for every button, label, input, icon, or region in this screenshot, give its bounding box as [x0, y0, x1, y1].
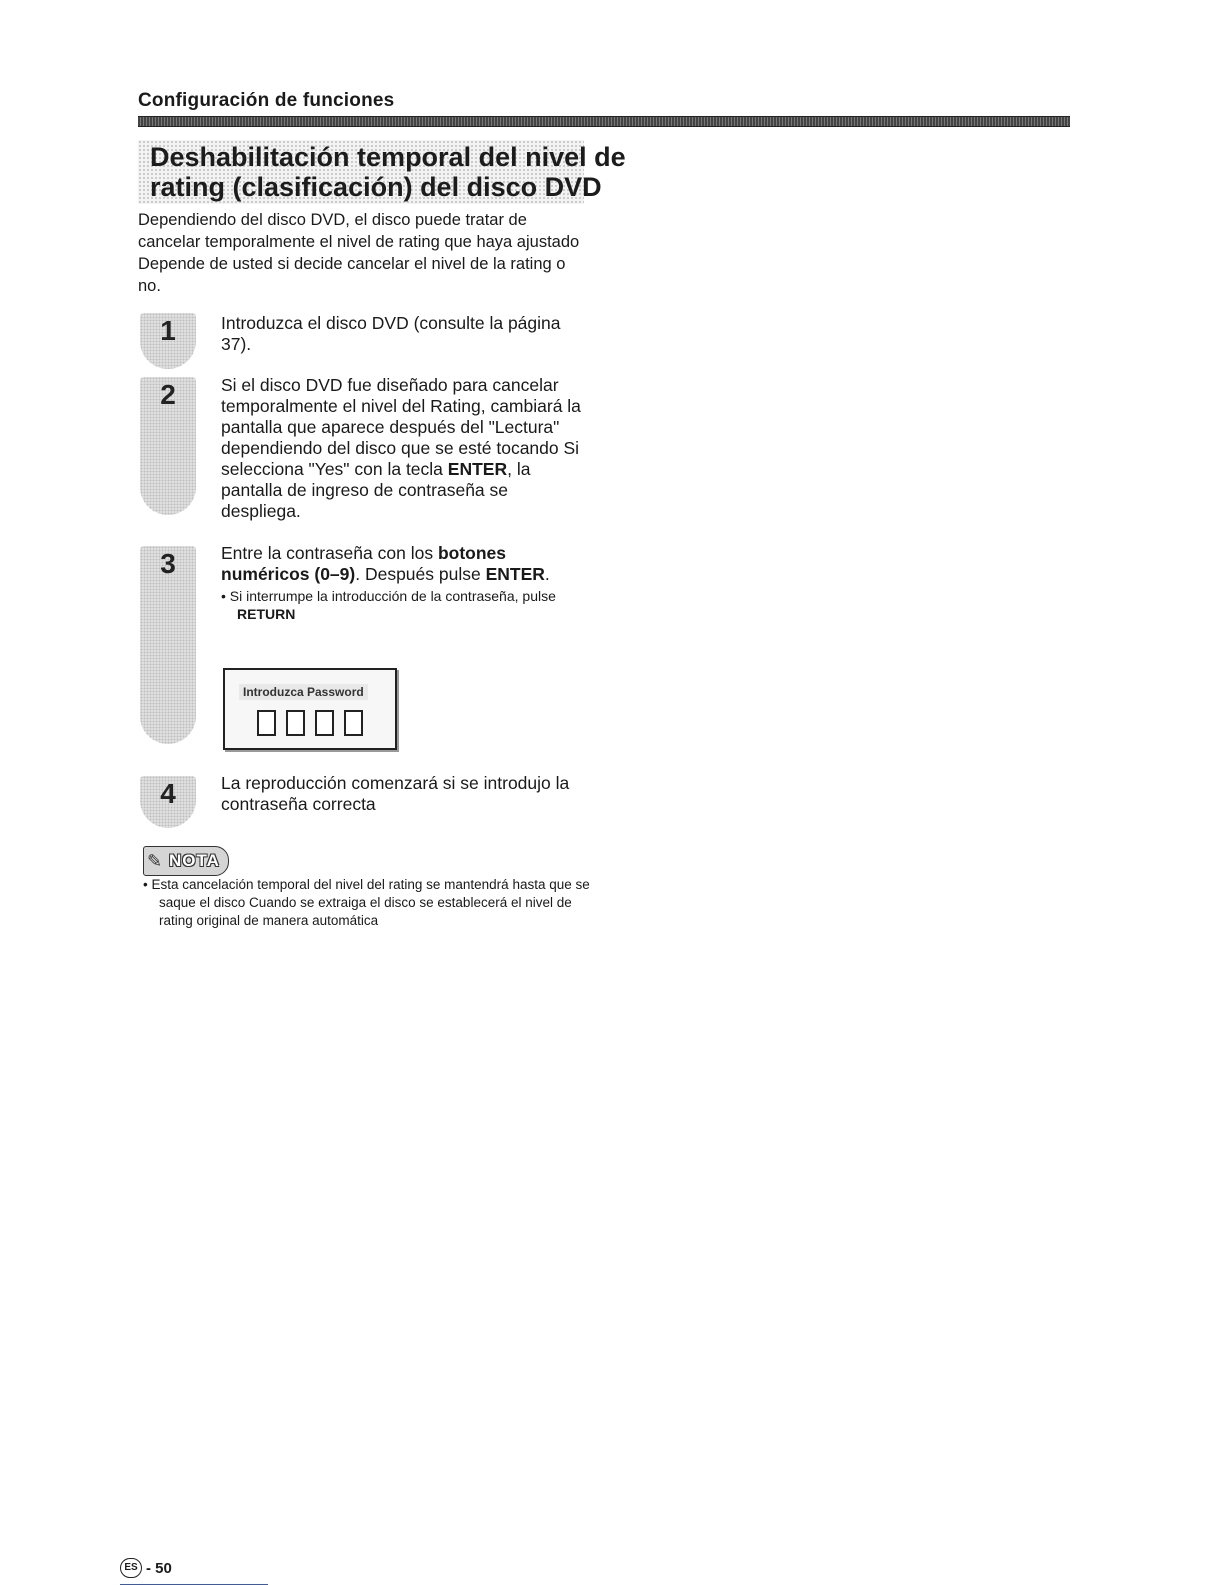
step-3-enter-key: ENTER — [485, 564, 545, 584]
step-2-badge — [140, 377, 196, 515]
intro-paragraph: Dependiendo del disco DVD, el disco puede tratar de cancelar temporalmente el nivel de rating que haya ajustado Depende de usted si decide cancelar el nivel de la rating o no. — [138, 211, 580, 295]
password-digit-box — [257, 710, 276, 736]
step-2-text — [221, 375, 591, 522]
password-digit-box — [344, 710, 363, 736]
password-screen-illustration — [223, 668, 397, 750]
step-4-badge — [140, 776, 196, 828]
password-digits — [257, 710, 363, 736]
step-3-numeric-buttons: botones numéricos (0–9) — [221, 543, 506, 584]
password-digit-box — [315, 710, 334, 736]
step-3-return-key: RETURN — [237, 606, 296, 622]
nota-badge — [143, 846, 229, 876]
step-3-text-after: . — [544, 564, 550, 584]
nota-text: • Esta cancelación temporal del nivel del rating se mantendrá hasta que se saque el disco Cuando se extraiga el disco se establecerá el nivel de rating original de manera automática — [143, 877, 590, 928]
language-badge: ES — [120, 1558, 142, 1578]
nota-text-body: Esta cancelación temporal del nivel del rating se mantendrá hasta que se saque el disco Cuando se extraiga el disco se establecerá el nivel de rating original de manera automática — [151, 877, 590, 928]
section-header: Configuración de funciones — [138, 90, 395, 111]
section-rule — [138, 116, 1070, 127]
page-title — [138, 140, 626, 204]
page-number: - 50 — [146, 1559, 172, 1577]
step-2-enter-key: ENTER — [447, 459, 508, 479]
step-3-text-before: Entre la contraseña con los — [221, 543, 438, 563]
step-2-text-before: Si el disco DVD fue diseñado para cancelar temporalmente el nivel del Rating, cambiará la pantalla que aparece después del "Lectura" dependiendo del disco que se esté tocando Si selecciona "Yes" con la tecla — [221, 375, 581, 479]
step-2-number: 2 — [160, 379, 176, 410]
step-3-text — [221, 543, 591, 623]
step-1-badge — [140, 313, 196, 369]
step-3-badge — [140, 546, 196, 744]
step-3-text-mid: . Después pulse — [355, 564, 486, 584]
pencil-icon: ✎ — [147, 851, 163, 871]
title-line-1: Deshabilitación temporal del nivel de — [150, 142, 626, 172]
step-1-number: 1 — [160, 315, 176, 346]
step-2-text-after: , la pantalla de ingreso de contraseña se despliega. — [221, 459, 531, 521]
page-footer — [120, 1558, 172, 1578]
step-1-text: Introduzca el disco DVD (consulte la página 37). — [221, 313, 561, 354]
step-3-bullet-text: Si interrumpe la introducción de la contraseña, pulse — [229, 588, 556, 604]
password-label: Introduzca Password — [239, 684, 368, 700]
nota-label: NOTA — [169, 851, 220, 870]
step-4-text: La reproducción comenzará si se introdujo la contraseña correcta — [221, 773, 570, 814]
password-digit-box — [286, 710, 305, 736]
step-3-bullet: • Si interrumpe la introducción de la contraseña, pulse RETURN — [221, 588, 556, 622]
title-line-2: rating (clasificación) del disco DVD — [150, 172, 602, 202]
step-3-number: 3 — [160, 548, 176, 579]
step-4-number: 4 — [160, 778, 176, 809]
